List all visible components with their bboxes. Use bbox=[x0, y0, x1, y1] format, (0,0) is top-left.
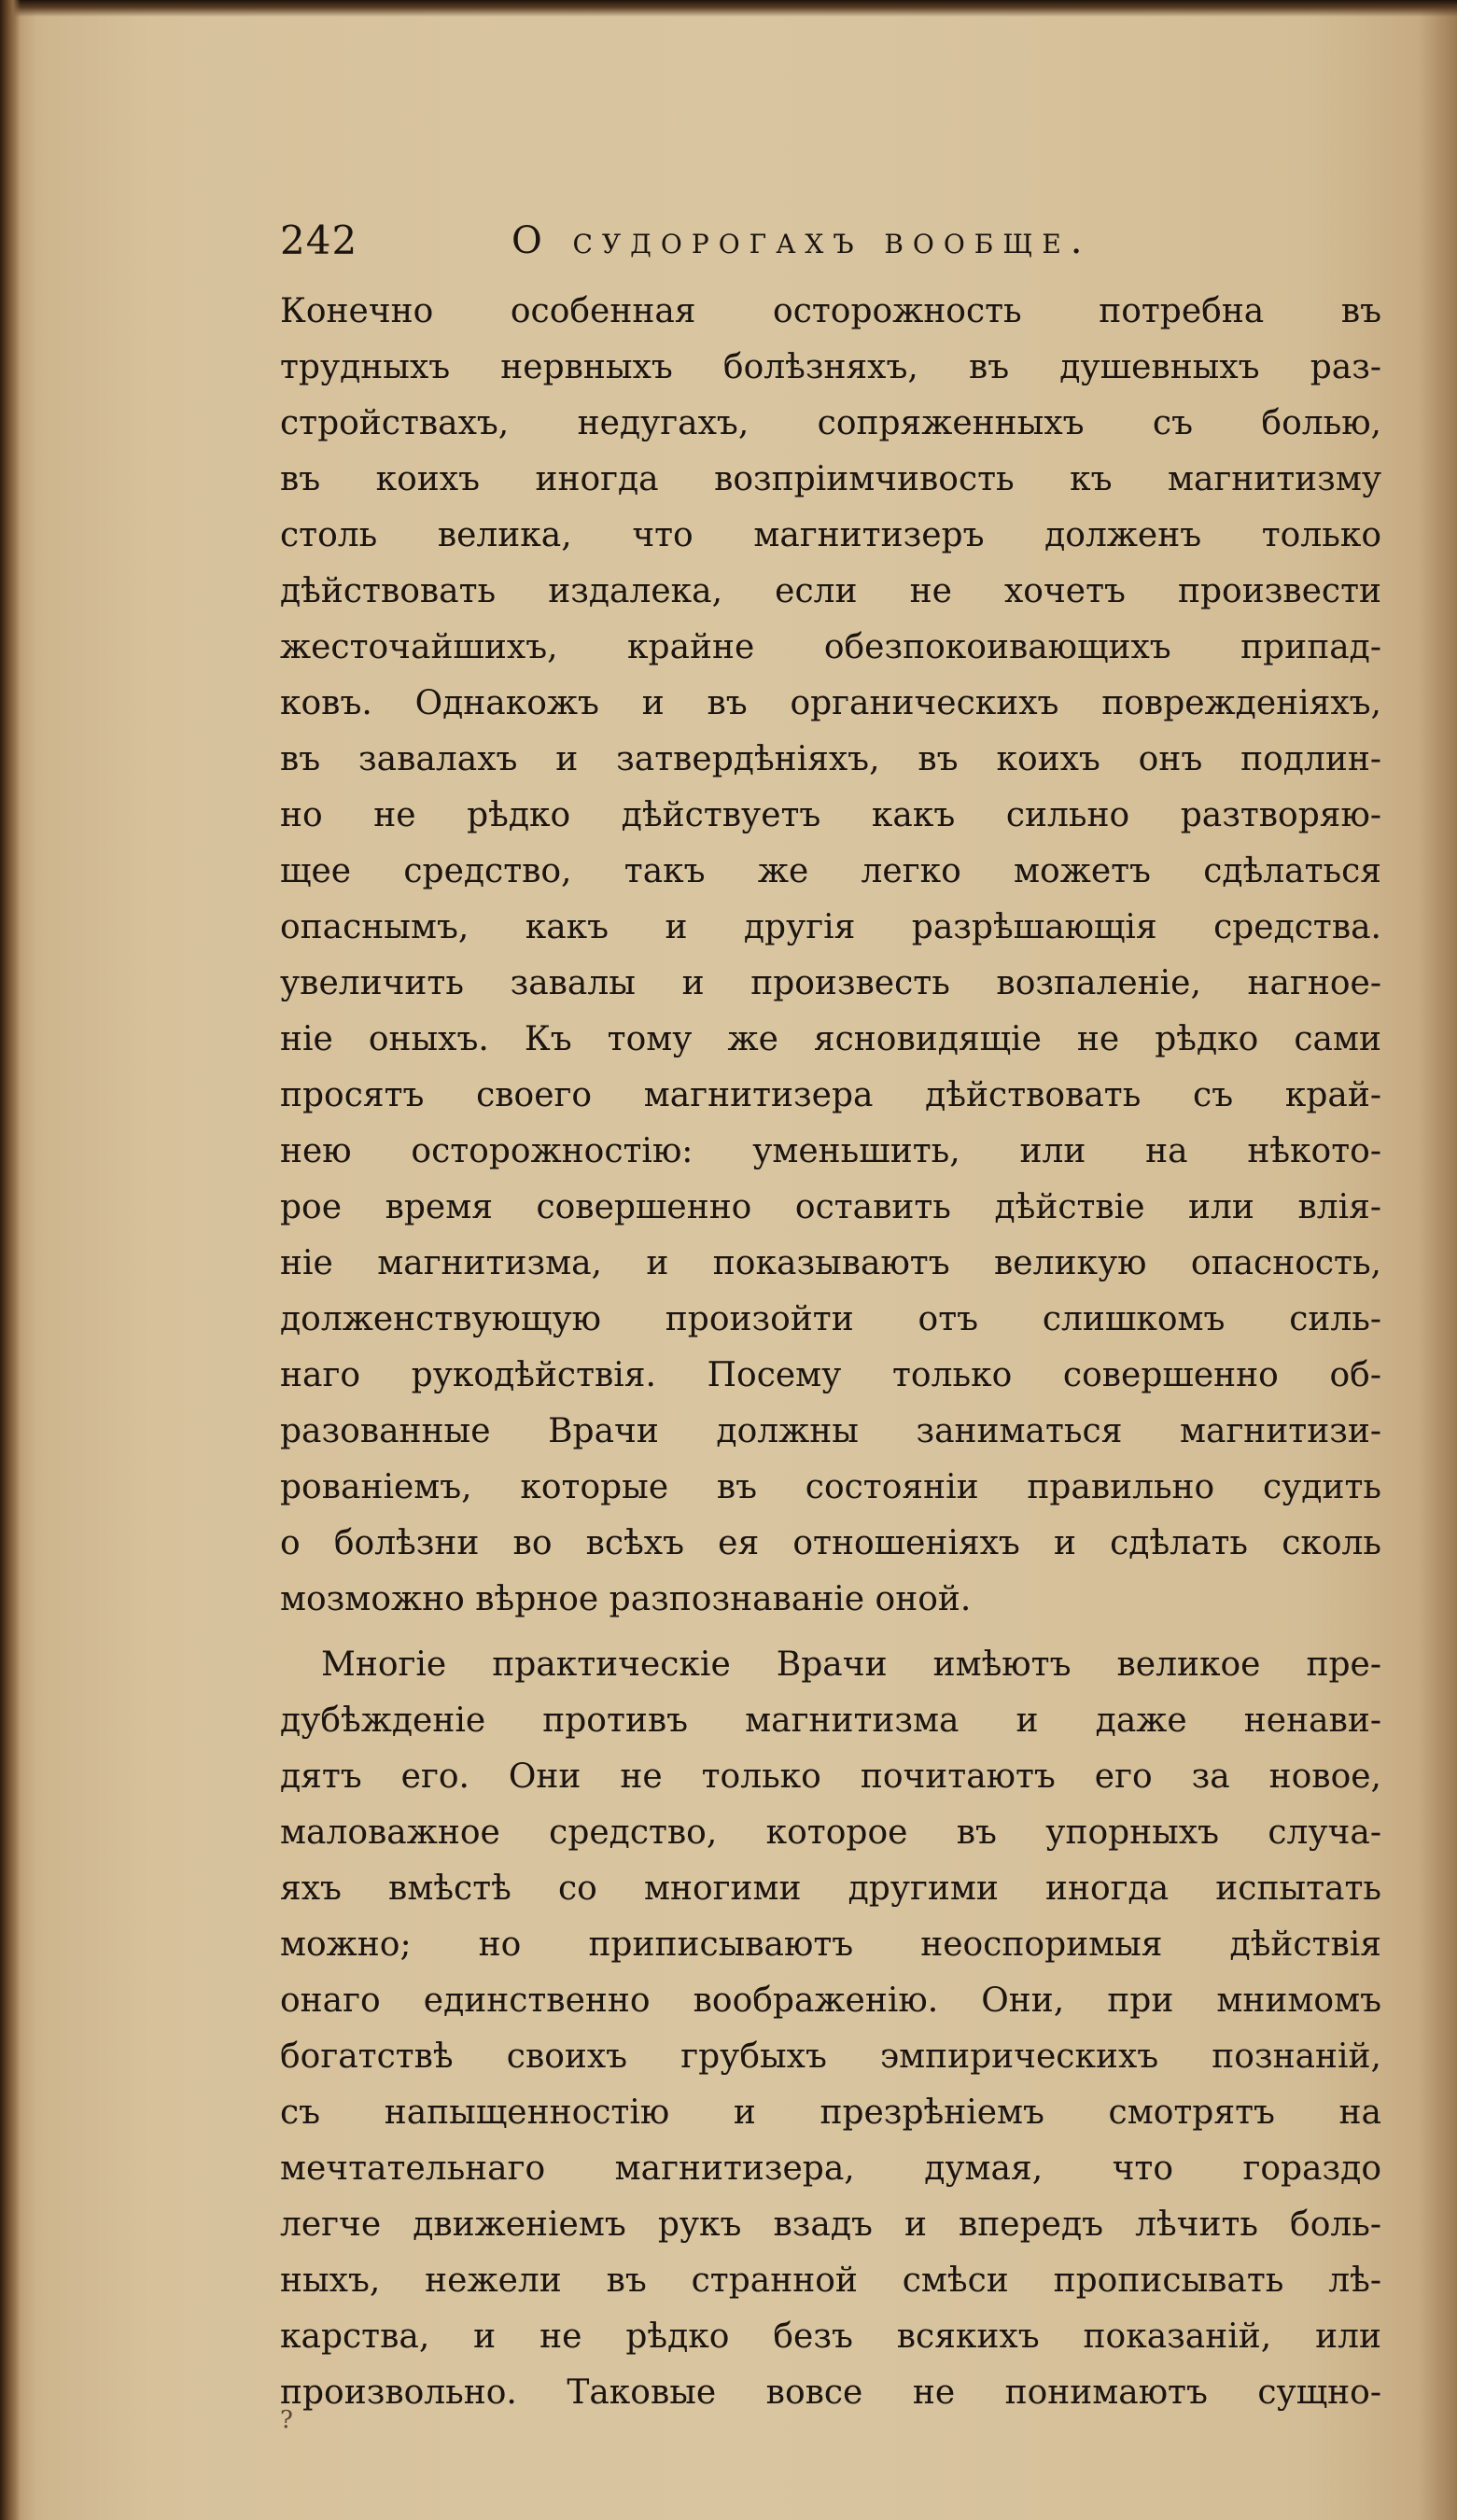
text-line: Многіе практическіе Врачи имѣютъ великое пре- bbox=[321, 1645, 1381, 1684]
text-line: яхъ вмѣстѣ со многими другими иногда испытать bbox=[280, 1869, 1381, 1908]
text-line: ныхъ, нежели въ странной смѣси прописывать лѣ- bbox=[280, 2261, 1381, 2300]
text-line: стройствахъ, недугахъ, сопряженныхъ съ болью, bbox=[280, 404, 1381, 442]
text-line: о болѣзни во всѣхъ ея отношеніяхъ и сдѣлать сколь bbox=[280, 1524, 1381, 1562]
text-line: просятъ своего магнитизера дѣйствовать съ край- bbox=[280, 1076, 1381, 1114]
text-line: рое время совершенно оставить дѣйствіе или влія- bbox=[280, 1188, 1381, 1226]
text-line: маловажное средство, которое въ упорныхъ случа- bbox=[280, 1813, 1381, 1852]
text-line: дятъ его. Они не только почитаютъ его за новое, bbox=[280, 1757, 1381, 1796]
text-line: произвольно. Таковые вовсе не понимаютъ сущно- bbox=[280, 2373, 1381, 2412]
text-line: наго рукодѣйствія. Посему только совершенно об- bbox=[280, 1356, 1381, 1394]
text-line: щее средство, такъ же легко можетъ сдѣлаться bbox=[280, 852, 1381, 890]
text-line: увеличить завалы и произвесть возпаленіе, нагное- bbox=[280, 964, 1381, 1002]
top-edge-shadow bbox=[0, 0, 1457, 17]
running-title: О судорогахъ вообще. bbox=[511, 219, 1092, 262]
paragraph-2 bbox=[280, 1637, 1381, 2421]
text-line: Конечно особенная осторожность потребна въ bbox=[280, 292, 1381, 330]
text-line: въ коихъ иногда возпріимчивость къ магнитизму bbox=[280, 460, 1381, 498]
text-line: разованные Врачи должны заниматься магнитизи- bbox=[280, 1412, 1381, 1450]
footer-mark: ? bbox=[280, 2406, 293, 2434]
text-line: съ напыщенностію и презрѣніемъ смотрятъ на bbox=[280, 2093, 1381, 2132]
text-line: столь велика, что магнитизеръ долженъ только bbox=[280, 516, 1381, 554]
text-line: долженствующую произойти отъ слишкомъ силь- bbox=[280, 1300, 1381, 1338]
text-line: нею осторожностію: уменьшить, или на нѣкото- bbox=[280, 1132, 1381, 1170]
text-line: можно; но приписываютъ неоспоримыя дѣйствія bbox=[280, 1925, 1381, 1964]
text-line: дубѣжденіе противъ магнитизма и даже ненави- bbox=[280, 1701, 1381, 1740]
text-line: мечтательнаго магнитизера, думая, что гораздо bbox=[280, 2149, 1381, 2188]
text-line: ковъ. Однакожъ и въ органическихъ поврежденіяхъ, bbox=[280, 684, 1381, 722]
text-line: рованіемъ, которые въ состояніи правильно судить bbox=[280, 1468, 1381, 1506]
page-header bbox=[280, 213, 1381, 284]
text-line: карства, и не рѣдко безъ всякихъ показаній, или bbox=[280, 2317, 1381, 2356]
text-line: опаснымъ, какъ и другія разрѣшающія средства. bbox=[280, 908, 1381, 946]
text-line: въ завалахъ и затвердѣніяхъ, въ коихъ онъ подлин- bbox=[280, 740, 1381, 778]
text-line: жесточайшихъ, крайне обезпокоивающихъ припад- bbox=[280, 628, 1381, 666]
text-line: мозможно вѣрное разпознаваніе оной. bbox=[280, 1580, 972, 1618]
text-line: ніе оныхъ. Къ тому же ясновидящіе не рѣдко сами bbox=[280, 1020, 1381, 1058]
text-line: богатствѣ своихъ грубыхъ эмпирическихъ познаній, bbox=[280, 2037, 1381, 2076]
paragraph-1 bbox=[280, 284, 1381, 1628]
page-number: 242 bbox=[280, 217, 358, 263]
text-line: трудныхъ нервныхъ болѣзняхъ, въ душевныхъ раз- bbox=[280, 348, 1381, 386]
page-content bbox=[280, 213, 1381, 2421]
text-line: ніе магнитизма, и показываютъ великую опасность, bbox=[280, 1244, 1381, 1282]
text-line: легче движеніемъ рукъ взадъ и впередъ лѣчить боль- bbox=[280, 2205, 1381, 2244]
text-line: но не рѣдко дѣйствуетъ какъ сильно разтворяю- bbox=[280, 796, 1381, 834]
paragraph-gap bbox=[280, 1628, 1381, 1637]
text-line: онаго единственно воображенію. Они, при мнимомъ bbox=[280, 1981, 1381, 2020]
text-line: дѣйствовать издалека, если не хочетъ произвести bbox=[280, 572, 1381, 610]
binding-edge bbox=[0, 0, 21, 2520]
